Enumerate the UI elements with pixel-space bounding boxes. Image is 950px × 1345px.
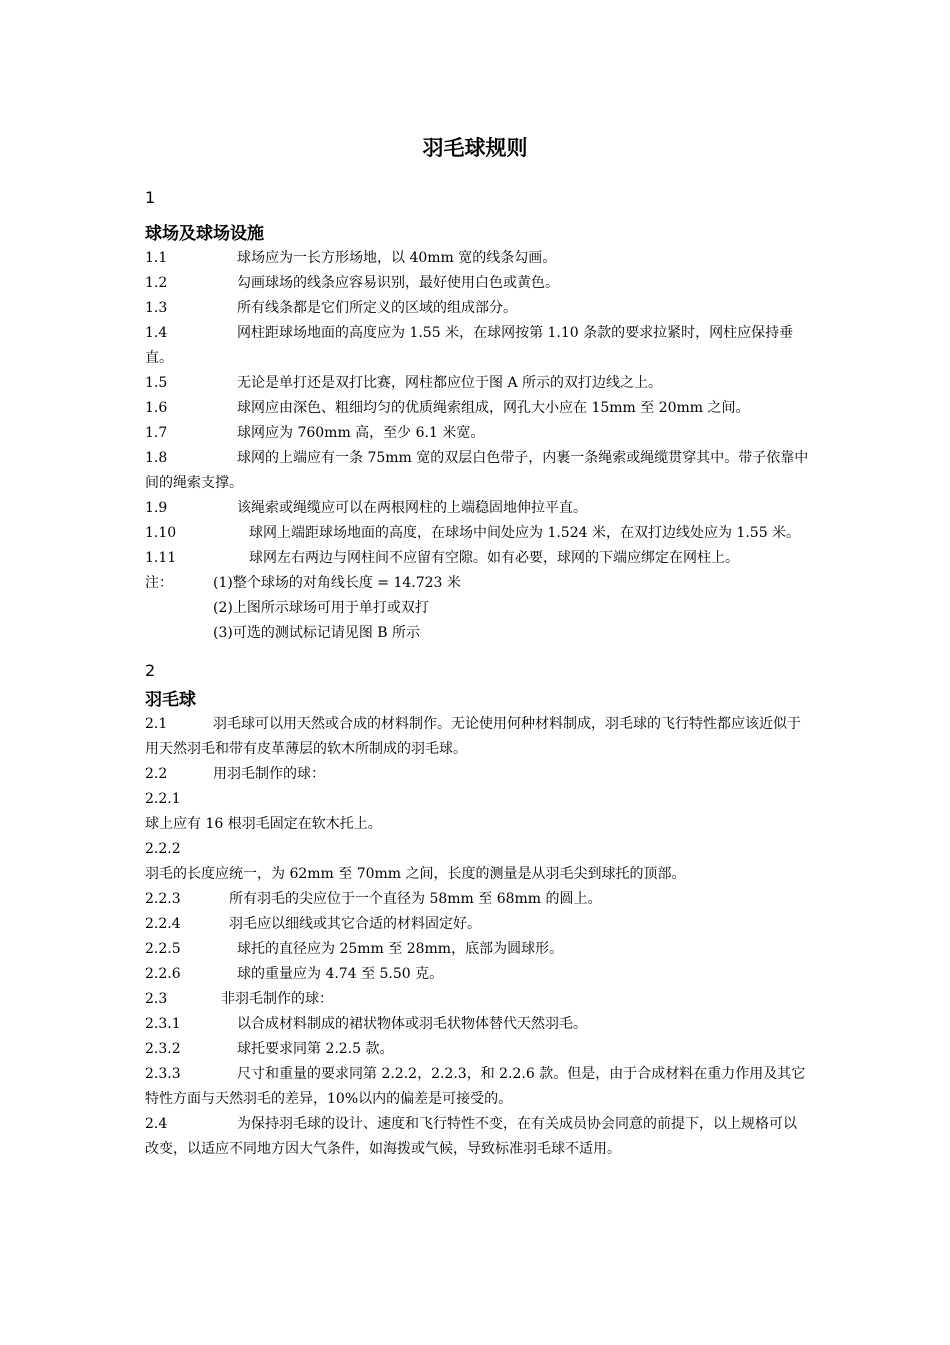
- clause: [145, 912, 810, 937]
- clause-number-line: 2.2.1: [145, 791, 181, 807]
- clause: [145, 371, 810, 396]
- document-body: [145, 187, 810, 1162]
- clause: [145, 762, 810, 787]
- clause-text: 球网的上端应有一条 75mm 宽的双层白色带子，内裹一条绳索或绳缆贯穿其中。带子依靠中间的绳索支撑。: [145, 450, 809, 491]
- note-label: 注：: [145, 575, 173, 591]
- note: [145, 621, 810, 646]
- clause: [145, 321, 810, 371]
- clause-number: 1.3: [145, 300, 168, 316]
- clause: [145, 546, 810, 571]
- clause-number: 2.3.1: [145, 1016, 181, 1032]
- clause-number: 1.1: [145, 250, 168, 266]
- section-heading: 羽毛球: [145, 690, 196, 710]
- clause-number: 1.7: [145, 425, 168, 441]
- section-number: 1: [145, 188, 156, 207]
- clause-text: 所有线条都是它们所定义的区域的组成部分。: [237, 300, 517, 316]
- clause-text: 球网应为 760mm 高，至少 6.1 米宽。: [237, 425, 485, 441]
- clause: [145, 246, 810, 271]
- clause-number: 1.4: [145, 325, 168, 341]
- note: [145, 596, 810, 621]
- clause: [145, 987, 810, 1012]
- clause-number: 2.2.4: [145, 916, 181, 932]
- clause: [145, 1062, 810, 1112]
- clause-number: 2.2.6: [145, 966, 181, 982]
- clause: [145, 937, 810, 962]
- clause-text: 羽毛应以细线或其它合适的材料固定好。: [229, 916, 481, 932]
- clause: [145, 1012, 810, 1037]
- note: [145, 571, 810, 596]
- clause-text: 勾画球场的线条应容易识别，最好使用白色或黄色。: [237, 275, 559, 291]
- clause-text: 该绳索或绳缆应可以在两根网柱的上端稳固地伸拉平直。: [237, 500, 587, 516]
- clause-text: 为保持羽毛球的设计、速度和飞行特性不变，在有关成员协会同意的前提下，以上规格可以改变，以适应不同地方因大气条件，如海拨或气候，导致标准羽毛球不适用。: [145, 1116, 797, 1157]
- clause: [145, 712, 810, 762]
- section-number: 2: [145, 661, 156, 680]
- clause-text: 网柱距球场地面的高度应为 1.55 米，在球网按第 1.10 条款的要求拉紧时，网柱应保持垂直。: [145, 325, 794, 366]
- clause: [145, 887, 810, 912]
- clause: [145, 421, 810, 446]
- note-text: (3)可选的测试标记请见图 B 所示: [213, 625, 421, 641]
- clause-number: 2.2.3: [145, 891, 181, 907]
- clause-number: 1.2: [145, 275, 168, 291]
- clause: [145, 962, 810, 987]
- clause-number: 2.4: [145, 1116, 168, 1132]
- clause-number: 1.5: [145, 375, 168, 391]
- clause-number: 2.3: [145, 991, 168, 1007]
- clause: [145, 1112, 810, 1162]
- clause-number: 1.6: [145, 400, 168, 416]
- clause-number: 2.3.3: [145, 1066, 181, 1082]
- clause-text: 羽毛球可以用天然或合成的材料制作。无论使用何种材料制成，羽毛球的飞行特性都应该近似于用天然羽毛和带有皮革薄层的软木所制成的羽毛球。: [145, 716, 801, 757]
- clause-number: 2.2: [145, 766, 168, 782]
- clause-number: 1.11: [145, 550, 177, 566]
- clause-number: 2.1: [145, 716, 168, 732]
- clause-text: 用羽毛制作的球：: [213, 766, 325, 782]
- page-title: 羽毛球规则: [422, 136, 528, 160]
- clause-text: 球托要求同第 2.2.5 款。: [237, 1041, 394, 1057]
- clause: [145, 1037, 810, 1062]
- clause-number: 1.9: [145, 500, 168, 516]
- clause-text: 球网上端距球场地面的高度，在球场中间处应为 1.524 米，在双打边线处应为 1.55 米。: [249, 525, 801, 541]
- clause-text-line: 羽毛的长度应统一，为 62mm 至 70mm 之间，长度的测量是从羽毛尖到球托的顶部。: [145, 866, 686, 882]
- clause-number: 2.3.2: [145, 1041, 181, 1057]
- clause-text: 球场应为一长方形场地，以 40mm 宽的线条勾画。: [237, 250, 557, 266]
- clause-text: 所有羽毛的尖应位于一个直径为 58mm 至 68mm 的圆上。: [229, 891, 602, 907]
- clause: [145, 396, 810, 421]
- section-heading: 球场及球场设施: [145, 224, 264, 244]
- note-text: (2)上图所示球场可用于单打或双打: [213, 600, 429, 616]
- clause-text: 球网左右两边与网柱间不应留有空隙。如有必要，球网的下端应绑定在网柱上。: [249, 550, 739, 566]
- clause-text: 球的重量应为 4.74 至 5.50 克。: [237, 966, 444, 982]
- clause-text-line: 球上应有 16 根羽毛固定在软木托上。: [145, 816, 382, 832]
- clause-number-line: 2.2.2: [145, 841, 181, 857]
- clause: [145, 296, 810, 321]
- clause: [145, 446, 810, 496]
- clause-text: 无论是单打还是双打比赛，网柱都应位于图 A 所示的双打边线之上。: [237, 375, 663, 391]
- clause: [145, 271, 810, 296]
- clause-text: 尺寸和重量的要求同第 2.2.2，2.2.3，和 2.2.6 款。但是，由于合成材料在重力作用及其它特性方面与天然羽毛的差异，10%以内的偏差是可接受的。: [145, 1066, 806, 1107]
- clause-number: 1.10: [145, 525, 177, 541]
- note-text: (1)整个球场的对角线长度 = 14.723 米: [213, 575, 461, 591]
- clause-number: 1.8: [145, 450, 168, 466]
- clause-text: 球网应由深色、粗细均匀的优质绳索组成，网孔大小应在 15mm 至 20mm 之间。: [237, 400, 750, 416]
- clause-text: 非羽毛制作的球：: [221, 991, 333, 1007]
- clause-text: 以合成材料制成的裙状物体或羽毛状物体替代天然羽毛。: [237, 1016, 587, 1032]
- clause: [145, 521, 810, 546]
- clause-number: 2.2.5: [145, 941, 181, 957]
- clause: [145, 496, 810, 521]
- clause-text: 球托的直径应为 25mm 至 28mm，底部为圆球形。: [237, 941, 564, 957]
